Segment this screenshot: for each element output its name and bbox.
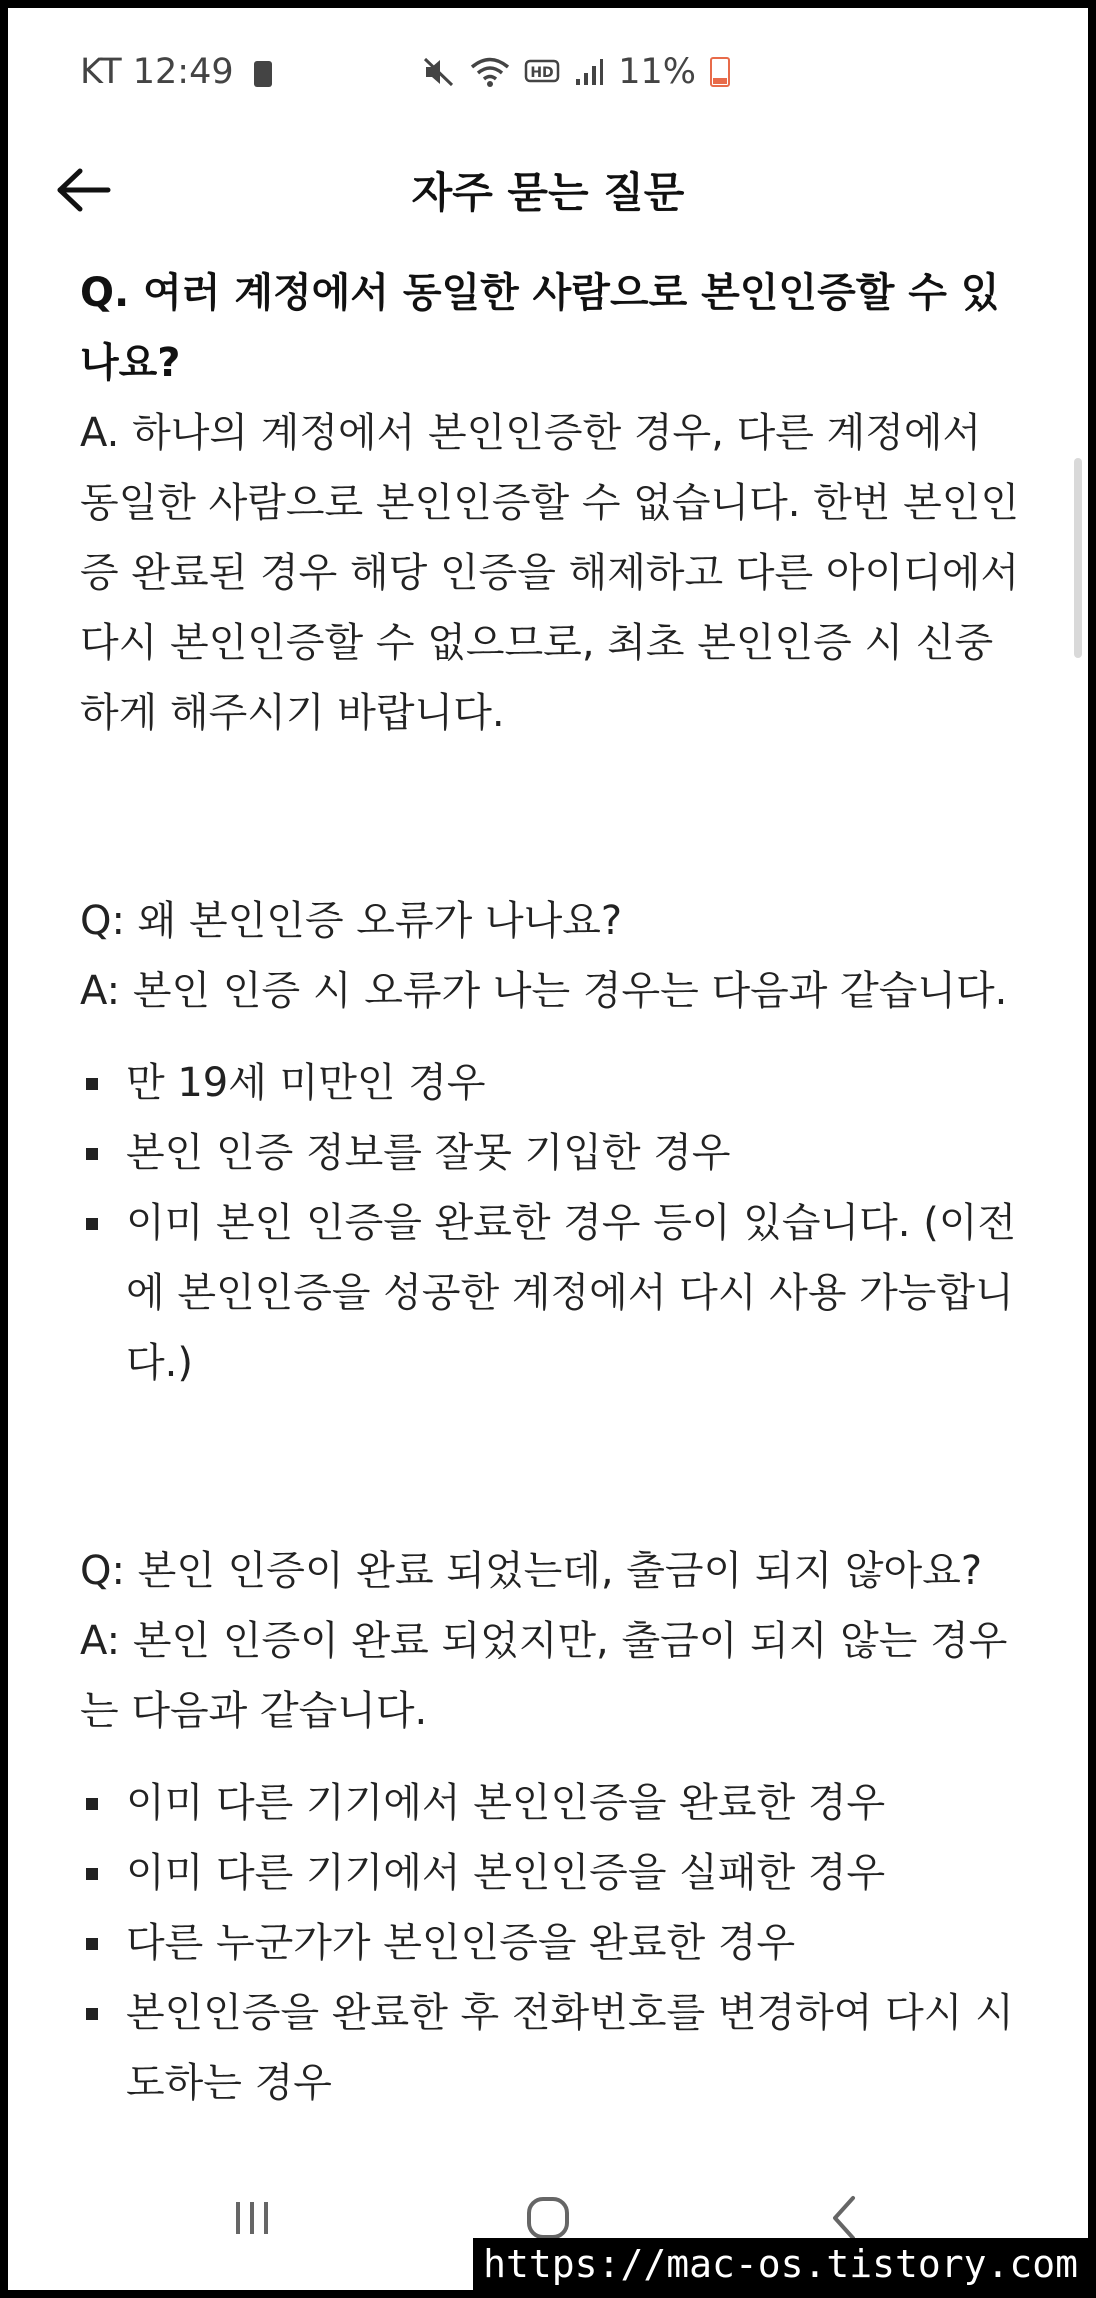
faq-question: Q: 본인 인증이 완료 되었는데, 출금이 되지 않아요?: [80, 1548, 983, 1594]
app-bar: [8, 138, 1088, 238]
faq-item: [80, 886, 1020, 1398]
list-item: 이미 다른 기기에서 본인인증을 실패한 경우: [80, 1838, 1020, 1908]
faq-bullet-list: [80, 1768, 1020, 2118]
spacer: [80, 748, 1020, 886]
list-item: 만 19세 미만인 경우: [80, 1048, 1020, 1118]
recent-apps-button[interactable]: [212, 2178, 292, 2258]
faq-item: [80, 1536, 1020, 2118]
spacer: [80, 1398, 1020, 1536]
mute-icon: [422, 56, 456, 88]
screen: [8, 8, 1088, 2290]
faq-question: Q: 왜 본인인증 오류가 나나요?: [80, 898, 623, 944]
list-item: 다른 누군가가 본인인증을 완료한 경우: [80, 1908, 1020, 1978]
list-item: 본인인증을 완료한 후 전화번호를 변경하여 다시 시도하는 경우: [80, 1978, 1020, 2118]
signal-icon: [574, 57, 604, 87]
list-item: 이미 다른 기기에서 본인인증을 완료한 경우: [80, 1768, 1020, 1838]
faq-bullet-list: [80, 1048, 1020, 1398]
faq-answer: A. 하나의 계정에서 본인인증한 경우, 다른 계정에서 동일한 사람으로 본인인증할 수 없습니다. 한번 본인인증 완료된 경우 해당 인증을 해제하고 다른 아이디에서 다시 본인인증할 수 없으므로, 최초 본인인증 시 신중하게 해주시기 바랍니다.: [80, 410, 1020, 736]
home-icon: [524, 2194, 572, 2242]
svg-text:HD: HD: [530, 65, 554, 81]
status-right: [422, 52, 730, 92]
faq-content: [80, 258, 1020, 2118]
wifi-icon: [470, 56, 510, 88]
carrier-time: KT 12:49: [80, 52, 234, 92]
faq-item: [80, 258, 1020, 748]
status-left: [80, 52, 272, 92]
battery-icon: [710, 57, 730, 87]
lock-icon: [254, 61, 272, 87]
watermark: https://mac-os.tistory.com: [473, 2238, 1088, 2290]
faq-answer: A: 본인 인증이 완료 되었지만, 출금이 되지 않는 경우는 다음과 같습니다.: [80, 1618, 1008, 1734]
page-title: 자주 묻는 질문: [411, 168, 685, 217]
scrollbar[interactable]: [1074, 458, 1082, 658]
list-item: 본인 인증 정보를 잘못 기입한 경우: [80, 1118, 1020, 1188]
recent-apps-icon: [230, 2198, 274, 2238]
faq-answer: A: 본인 인증 시 오류가 나는 경우는 다음과 같습니다.: [80, 968, 1008, 1014]
battery-percent: 11%: [618, 52, 696, 92]
list-item: 이미 본인 인증을 완료한 경우 등이 있습니다. (이전에 본인인증을 성공한 계정에서 다시 사용 가능합니다.): [80, 1188, 1020, 1398]
hd-icon: [524, 57, 560, 87]
navigation-bar: [8, 2158, 1088, 2290]
status-bar: [8, 8, 1088, 138]
faq-question: Q. 여러 계정에서 동일한 사람으로 본인인증할 수 있나요?: [80, 270, 1000, 386]
back-icon: [829, 2194, 859, 2242]
